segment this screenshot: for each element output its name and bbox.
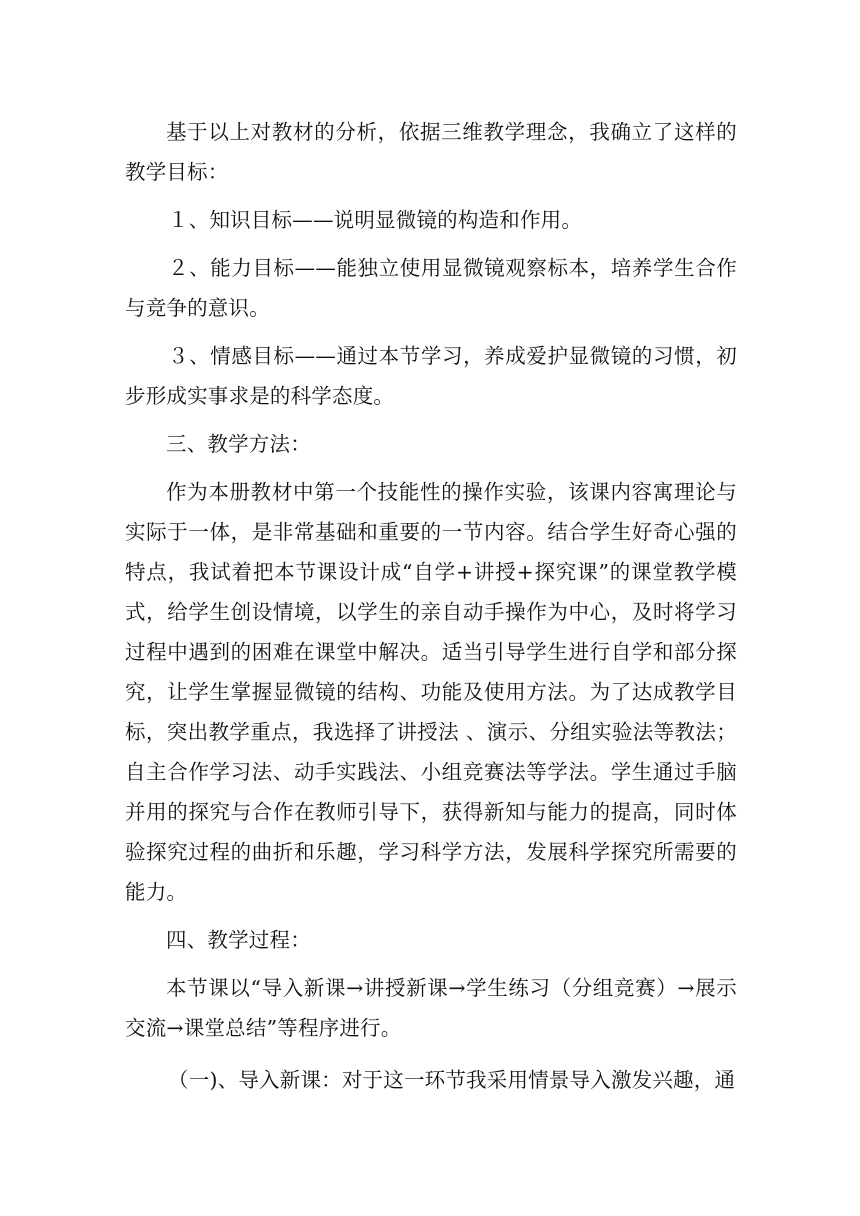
intro-lesson-paragraph: （一)、导入新课：对于这一环节我采用情景导入激发兴趣，通 xyxy=(168,1068,736,1092)
process-paragraph: 本节课以“导入新课→讲授新课→学生练习（分组竞赛）→展示交流→课堂总结”等程序进行。 xyxy=(125,976,737,1040)
intro-paragraph: 基于以上对教材的分析，依据三维教学理念，我确立了这样的教学目标： xyxy=(125,120,737,184)
ability-goal: ２、能力目标——能独立使用显微镜观察标本，培养学生合作与竞争的意识。 xyxy=(125,256,737,320)
section-heading-methods: 三、教学方法： xyxy=(166,432,311,456)
emotion-goal: ３、情感目标——通过本节学习，养成爱护显微镜的习惯，初步形成实事求是的科学态度。 xyxy=(125,344,737,408)
methods-paragraph: 作为本册教材中第一个技能性的操作实验，该课内容寓理论与实际于一体，是非常基础和重要的一节内容。结合学生好奇心强的特点，我试着把本节课设计成“自学+讲授+探究课”的课堂教学模式，给学生创设情境，以学生的亲自动手操作为中心，及时将学习过程中遇到的困难在课堂中解决。适当引导学生进行自学和部分探究，让学生掌握显微镜的结构、功能及使用方法。为了达成教学目标，突出教学重点，我选择了讲授法 、演示、分组实验法等教法；自主合作学习法、动手实践法、小组竞赛法等学法。学生通过手脑并用的探究与合作在教师引导下，获得新知与能力的提高，同时体验探究过程的曲折和乐趣，学习科学方法，发展科学探究所需要的能力。 xyxy=(125,480,737,904)
section-heading-process: 四、教学过程： xyxy=(166,928,311,952)
knowledge-goal: １、知识目标——说明显微镜的构造和作用。 xyxy=(168,208,583,232)
document-body xyxy=(125,112,737,1100)
